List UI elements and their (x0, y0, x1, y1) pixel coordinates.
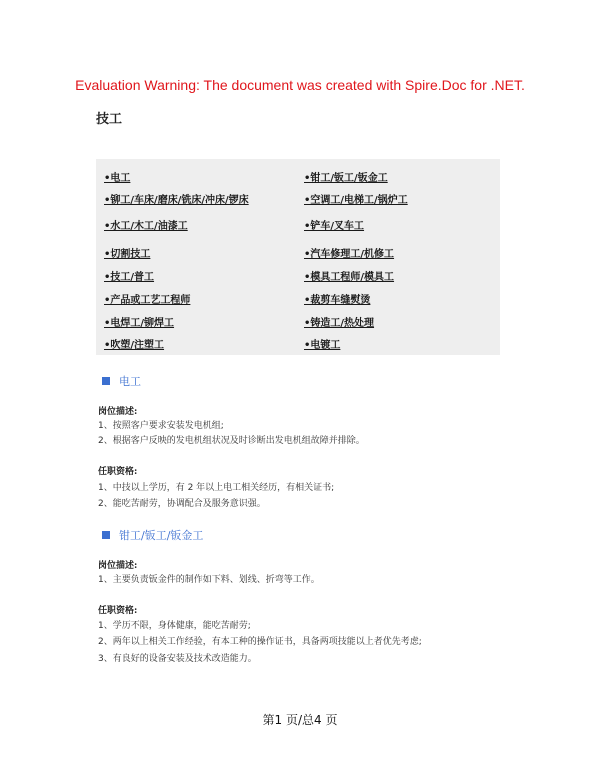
category-link[interactable]: •铆工/车床/磨床/铣床/冲床/锣床 (104, 195, 249, 206)
category-link[interactable]: •切割技工 (104, 249, 151, 260)
requirement-line: 3、有良好的设备安装及技术改造能力。 (98, 654, 257, 664)
page-title: 技工 (96, 112, 123, 127)
category-link[interactable]: •空调工/电梯工/锅炉工 (304, 195, 408, 206)
square-bullet-icon (102, 531, 110, 539)
page-footer: 第1 页/总4 页 (262, 713, 338, 727)
category-link[interactable]: •技工/普工 (104, 272, 155, 283)
duty-line: 2、根据客户反映的发电机组状况及时诊断出发电机组故障并排除。 (98, 436, 365, 446)
job-category-grid (96, 159, 500, 355)
category-link[interactable]: •裁剪车缝熨烫 (304, 295, 371, 306)
requirement-line: 2、两年以上相关工作经验，有本工种的操作证书，具备两项技能以上者优先考虑; (98, 637, 422, 647)
section-heading (102, 527, 203, 543)
category-link[interactable]: •铸造工/热处理 (304, 318, 375, 329)
category-link[interactable]: •电焊工/铆焊工 (104, 318, 175, 329)
category-link[interactable]: •水工/木工/油漆工 (104, 221, 188, 232)
category-link[interactable]: •汽车修理工/机修工 (304, 249, 395, 260)
duty-title: 岗位描述: (98, 407, 138, 417)
requirement-line: 1、中技以上学历，有 2 年以上电工相关经历，有相关证书; (98, 483, 335, 493)
requirement-line: 2、能吃苦耐劳，协调配合及服务意识强。 (98, 499, 266, 509)
duty-line: 1、按照客户要求安装发电机组; (98, 421, 224, 431)
category-link[interactable]: •产品或工艺工程师 (104, 295, 191, 306)
requirement-line: 1、学历不限，身体健康，能吃苦耐劳; (98, 621, 251, 631)
category-link[interactable]: •电工 (104, 173, 131, 184)
category-link[interactable]: •电镀工 (304, 340, 341, 351)
requirement-title: 任职资格: (98, 606, 138, 616)
section-heading (102, 373, 141, 389)
category-link[interactable]: •吹塑/注塑工 (104, 340, 165, 351)
requirement-title: 任职资格: (98, 467, 138, 477)
evaluation-warning: Evaluation Warning: The document was created with Spire.Doc for .NET. (75, 77, 525, 93)
category-link[interactable]: •模具工程师/模具工 (304, 272, 395, 283)
duty-line: 1、主要负责钣金件的制作如下料、划线、折弯等工作。 (98, 575, 320, 585)
section-heading-text: 钳工/钣工/钣金工 (119, 529, 204, 542)
square-bullet-icon (102, 377, 110, 385)
category-link[interactable]: •铲车/叉车工 (304, 221, 365, 232)
category-link[interactable]: •钳工/钣工/钣金工 (304, 173, 388, 184)
section-heading-text: 电工 (119, 375, 141, 388)
duty-title: 岗位描述: (98, 561, 138, 571)
